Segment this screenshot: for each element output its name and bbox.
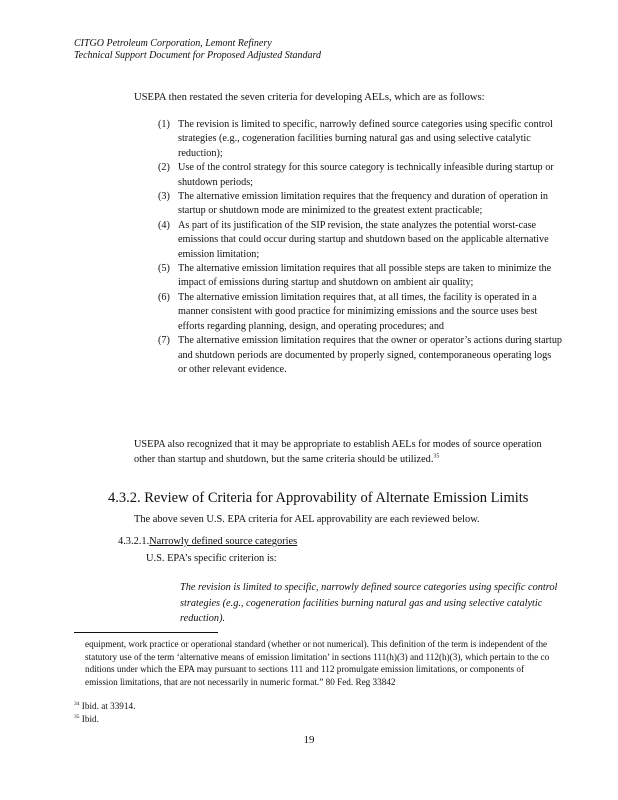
criteria-text: The revision is limited to specific, narrowly defined source categories using specific control strategies (e.g., cogeneration facilities burning natural gas and using selective catalytic reduction); — [178, 119, 553, 159]
section-heading: 4.3.2. Review of Criteria for Approvability of Alternate Emission Limits — [108, 490, 529, 506]
criteria-text: Use of the control strategy for this source category is technically infeasible during startup or shutdown periods; — [178, 162, 554, 188]
criteria-item — [158, 161, 562, 190]
criteria-number: (3) — [158, 191, 170, 203]
criteria-text: The alternative emission limitation requires that, at all times, the facility is operated in a manner consistent with good practice for minimizing emissions and the source uses best efforts regarding planning, design, and operating procedures; and — [178, 291, 538, 332]
recognized-paragraph — [134, 437, 554, 467]
footnote-mark: 34 — [74, 700, 80, 707]
criterion-quote: The revision is limited to specific, narrowly defined source categories using specific control strategies (e.g., cogeneration facilities burning natural gas and using selective catalytic reduction). — [180, 582, 558, 624]
footnote-reference: 35 — [433, 453, 440, 460]
criteria-item — [158, 219, 562, 262]
footnote-separator — [74, 632, 218, 633]
criteria-text: The alternative emission limitation requires that all possible steps are taken to minimize the impact of emissions during startup and shutdown on ambient air quality; — [178, 263, 552, 289]
criteria-number: (6) — [158, 291, 170, 303]
subsection-title: Narrowly defined source categories — [149, 536, 298, 547]
footnote-continuation: equipment, work practice or operational standard (whether or not numerical). This definition of the term is independent of the statutory use of the term ‘alternative means of emission limitation’ in sections 111(h)(3) and 112(h)(3), which pertain to the co nditions under which the EPA may pursuant to sections 111 and 112 promulgate emission limitations, or components of emission limitations, that are not necessarily in numeric format.” 80 Fed. Reg 33842 — [85, 639, 550, 687]
criteria-text: The alternative emission limitation requires that the owner or operator’s actions during startup and shutdown periods are documented by properly signed, contemporaneous operating logs or other relevant evidence. — [178, 335, 563, 375]
criteria-number: (7) — [158, 335, 170, 347]
header-company: CITGO Petroleum Corporation, Lemont Refinery — [74, 38, 272, 49]
criteria-item — [158, 118, 562, 161]
subsection-number: 4.3.2.1. — [118, 536, 150, 547]
criteria-text: As part of its justification of the SIP revision, the state analyzes the potential worst-case emissions that could occur during startup and shutdown based on the applicable alternative emission limitation; — [178, 219, 549, 260]
criteria-item — [158, 190, 562, 219]
criteria-number: (5) — [158, 263, 170, 275]
criterion-intro: U.S. EPA’s specific criterion is: — [146, 553, 277, 564]
criteria-text: The alternative emission limitation requires that the frequency and duration of operation in startup or shutdown mode are minimized to the greatest extent practicable; — [178, 191, 549, 217]
footnote — [74, 713, 99, 725]
page-number: 19 — [303, 734, 315, 746]
header-document-title: Technical Support Document for Proposed Adjusted Standard — [74, 50, 322, 61]
footnote — [74, 700, 135, 712]
criteria-item — [158, 334, 562, 377]
criteria-item — [158, 262, 562, 291]
criteria-number: (4) — [158, 219, 170, 231]
footnote-text: Ibid. — [81, 714, 99, 724]
criteria-item — [158, 291, 562, 334]
document-header — [74, 38, 321, 62]
criteria-number: (1) — [158, 119, 170, 130]
recognized-text: USEPA also recognized that it may be appropriate to establish AELs for modes of source operation other than startup and shutdown, but the same criteria should be utilized. — [134, 439, 542, 465]
footnote-mark: 35 — [74, 713, 80, 720]
subsection-heading — [118, 535, 297, 549]
intro-paragraph: USEPA then restated the seven criteria for developing AELs, which are as follows: — [134, 92, 485, 103]
section-intro: The above seven U.S. EPA criteria for AEL approvability are each reviewed below. — [134, 514, 480, 525]
footnote-text: Ibid. at 33914. — [81, 701, 136, 711]
criteria-number: (2) — [158, 162, 170, 174]
criteria-list — [158, 118, 562, 377]
